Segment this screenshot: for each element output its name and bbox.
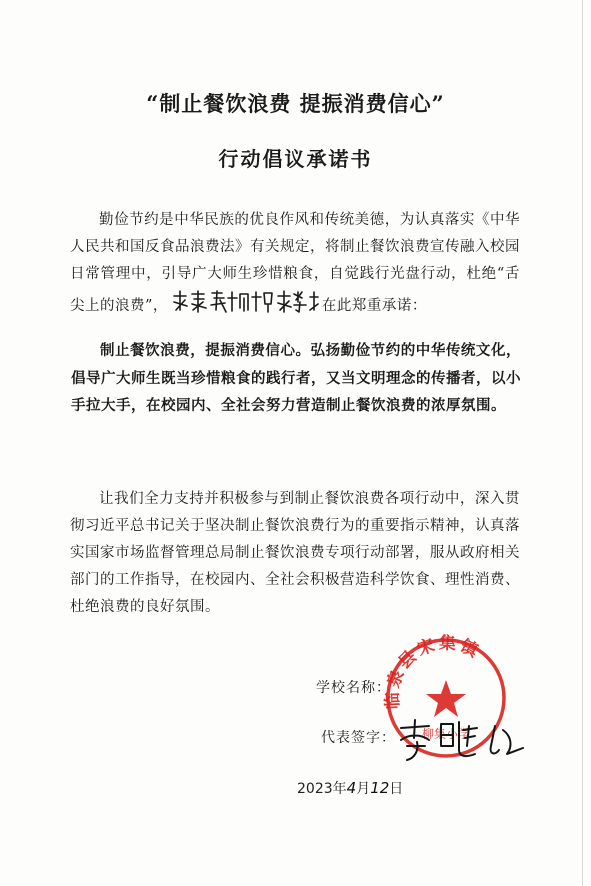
paragraph-2-bold: [71, 338, 521, 421]
representative-label: 代表签字：: [321, 730, 396, 746]
paragraph-2-text: 制止餐饮浪费，提振消费信心。弘扬勤俭节约的中华传统文化，倡导广大师生既当珍惜粮食的践行者，又当文明理念的传播者，以小手拉大手，在校园内、全社会努力营造制止餐饮浪费的浓厚氛围。: [71, 343, 521, 414]
handwritten-school-name-svg: [170, 288, 320, 314]
school-name-label: 学校名称：: [316, 680, 391, 696]
paragraph-3: [70, 486, 520, 621]
date-year-unit: 年: [332, 781, 347, 797]
paragraph-1-text: 勤俭节约是中华民族的优良作风和传统美德，为认真落实《中华人民共和国反食品浪费法》有关规定，将制止餐饮浪费宣传融入校园日常管理中，引导广大师生珍惜粮食，自觉践行光盘行动，杜绝“舌尖上的浪费”，: [70, 212, 520, 314]
date-day-handwritten: 12: [370, 779, 390, 797]
date-line: [297, 778, 403, 798]
date-year: 2023: [297, 781, 333, 797]
seal-bottom-text: 柳集小学: [421, 727, 471, 741]
scan-edge-line: [582, 0, 583, 886]
handwritten-school-name: [170, 288, 320, 324]
date-day-unit: 日: [389, 781, 404, 797]
seal-star-icon: [426, 680, 466, 717]
paragraph-1: [70, 207, 520, 324]
paragraph-3-text: 让我们全力支持并积极参与到制止餐饮浪费各项行动中，深入贯彻习近平总书记关于坚决制止餐饮浪费行为的重要指示精神，认真落实国家市场监督管理总局制止餐饮浪费专项行动部署，服从政府相关部门的工作指导，在校园内、全社会积极营造科学饮食、理性消费、杜绝浪费的良好氛围。: [70, 491, 520, 615]
representative-signature: [395, 716, 535, 764]
date-month-unit: 月: [356, 781, 371, 797]
title-line-1: “制止餐饮浪费 提振消费信心”: [146, 91, 445, 116]
paragraph-1-tail: 在此郑重承诺：: [321, 298, 427, 314]
seal-arc-text: 临泉县宋集镇: [382, 633, 484, 710]
date-month-handwritten: 4: [346, 779, 357, 797]
title-line-2: 行动倡议承诺书: [218, 147, 373, 171]
